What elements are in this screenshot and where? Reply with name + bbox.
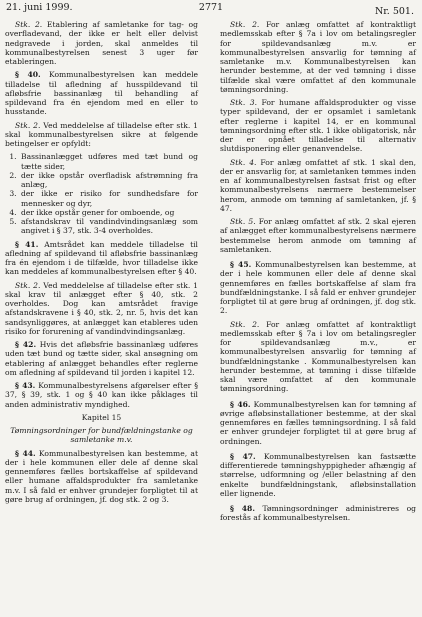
section-44-stk-3: Stk. 3. For humane affaldsprodukter og visse typer spildevand, der er opsamlet i samletank efter reglerne i kapitel 14, er en kommunal tømningsordning efter stk. 1 ikke obligatorisk, når der er opnået tilladelse til alternativ slutdisponering eller genanvendelse. [220,98,416,154]
page-header [0,0,422,16]
section-43: § 43. Kommunalbestyrelsens afgørelser efter § 37, § 39, stk. 1 og § 40 kan ikke påklages til anden administrativ myndighed. [5,381,199,409]
header-date: 21. juni 1999. [6,2,73,13]
chapter-title: Tømningsordninger for bundfældningstanke og samletanke m.v. [10,426,193,445]
list-item: 4. der ikke opstår gener for omboende, og [19,208,198,217]
left-column [5,20,198,508]
list-item: 2. der ikke opstår overfladisk afstrømning fra anlæg, [19,171,198,190]
section-46: § 46. Kommunalbestyrelsen kan for tømning af øvrige afløbsinstallationer bestemme, at der skal gennemføres en fælles tømningsordning. I så fald er enhver grundejer forpligtet til at gøre brug af ordningen. [220,399,416,446]
section-47: § 47. Kommunalbestyrelsen kan fastsætte differentierede tømningshyppigheder afhængig af størrelse, udformning og /eller belastning af den enkelte bundfældningstank, afløbsinstallation eller lignende. [220,451,416,498]
section-41: § 41. Amtsrådet kan meddele tilladelse til afledning af spildevand til afløbsfrie bassinanlæg fra én ejendom i de tilfælde, hvor tilladelse ikke kan meddeles af kommunalbestyrelsen efter § 40. [5,239,198,277]
paragraph: Stk. 2. Etablering af samletanke for tag- og overfladevand, der ikke er helt eller delvist nedgravede i jorden, skal anmeldes til kommunalbestyrelsen senest 3 uger før etableringen. [5,20,198,66]
right-column [220,20,416,527]
chapter-heading: Kapitel 15 [81,412,122,422]
section-44: § 44. Kommunalbestyrelsen kan bestemme, at der i hele kommunen eller dele af denne skal gennemføres fælles bortskaffelse af spildevand eller humane affaldsprodukter fra samletanke m.v. I så fald er enhver grundejer forpligtet til at gøre brug af ordningen, jf. dog stk. 2 og 3. [5,448,199,504]
section-48: § 48. Tømningsordninger administreres og forestås af kommunalbestyrelsen. [220,504,416,523]
header-page-number: 2771 [198,2,224,13]
conditions-list [5,152,198,235]
section-44-stk-2: Stk. 2. For anlæg omfattet af kontraktligt medlemsskab efter § 7a i lov om betalingsregler for spildevandsanlæg m.v. er kommunalbestyrelsen ansvarlig for tømning af samletanke m.v. Kommunalbestyrelsen kan herunder bestemme, at der ved tømning i disse tilfælde skal være omfattet af den kommunale tømningsordning. [220,20,416,94]
header-publication-number: Nr. 501. [374,6,414,17]
section-45: § 45. Kommunalbestyrelsen kan bestemme, at der i hele kommunen eller dele af denne skal gennemføres en fælles bortskaffelse af slam fra bundfældningstanke. I så fald er enhver grundejer forpligtet til at gøre brug af ordningen, jf. dog stk. 2. [220,260,417,316]
section-40: § 40. Kommunalbestyrelsen kan meddele tilladelse til afledning af husspildevand til afløbsfrie bassinanlæg til behandling af spildevand fra én ejendom med en eller to husstande. [5,70,199,117]
section-44-stk-5: Stk. 5. For anlæg omfattet af stk. 2 skal ejeren af anlægget efter kommunalbestyrelsens nærmere bestemmelse herom anmode om tømning af samletanken. [220,217,416,254]
list-item: 1. Bassinanlægget udføres med tæt bund og tætte sider, [19,152,198,171]
section-45-stk-2: Stk. 2. For anlæg omfattet af kontraktligt medlemsskab efter § 7a i lov om betalingsregler for spildevandsanlæg m.v., er kommunalbestyrelsen ansvarlig for tømning af bundfældningstanke . Kommunalbestyrelsen kan herunder bestemme, at tømning i disse tilfælde skal være omfattet af den kommunale tømningsordning. [220,319,416,394]
list-item: 5. afstandskrav til vandindvindingsanlæg som angivet i § 37, stk. 3-4 overholdes. [19,217,198,236]
section-41-stk-2: Stk. 2. Ved meddelelse af tilladelse efter stk. 1 skal krav til anlægget efter § 40, stk. 2 overholdes. Dog kan amtsrådet fravige afstandskravene i § 40, stk. 2, nr. 5, hvis det kan sandsynliggøres, at anlægget kan etableres uden risiko for forurening af vandindvindingsanlæg. [5,280,198,336]
section-44-stk-4: Stk. 4. For anlæg omfattet af stk. 1 skal den, der er ansvarlig for, at samletanken tømmes inden en af kommunalbestyrelsen fastsat frist og efter kommunalbestyrelsens nærmere bestemmelser herom, anmode om tømning af samletanken, jf. § 47. [220,157,416,213]
list-item: 3. der ikke er risiko for sundhedsfare for mennesker og dyr, [19,189,198,208]
section-40-stk-2: Stk. 2. Ved meddelelse af tilladelse efter stk. 1 skal kommunalbestyrelsen sikre at følgende betingelser er opfyldt: [5,120,198,148]
section-42: § 42. Hvis det afløbsfrie bassinanlæg udføres uden tæt bund og tætte sider, skal ansøgning om etablering af anlægget behandles efter reglerne om afledning af spildevand til jorden i kapitel 12. [5,340,198,377]
